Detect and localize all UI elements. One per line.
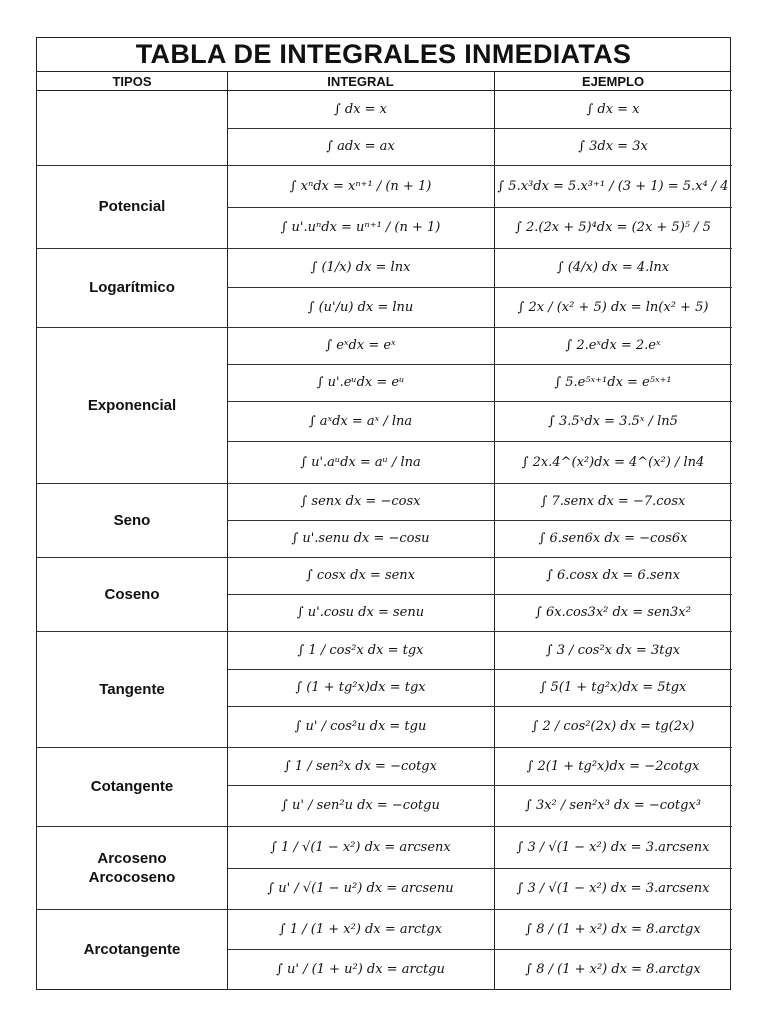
example-formula: ∫ 5.e⁵ˣ⁺¹dx = e⁵ˣ⁺¹ <box>554 375 672 390</box>
header-integral: INTEGRAL <box>227 72 494 91</box>
example-formula: ∫ 2 / cos²(2x) dx = tg(2x) <box>531 719 695 734</box>
type-label: Arcoseno Arcocoseno <box>88 849 176 886</box>
integral-formula: ∫ u' / (1 + u²) dx = arctgu <box>276 961 445 977</box>
integral-formula: ∫ dx = x <box>333 102 388 117</box>
example-formula: ∫ 5.x³dx = 5.x³⁺¹ / (3 + 1) = 5.x⁴ / 4 <box>497 178 729 194</box>
integral-formula: ∫ eˣdx = eˣ <box>325 338 396 353</box>
type-label: Logarítmico <box>89 279 175 296</box>
example-formula: ∫ 2(1 + tg²x)dx = −2cotgx <box>526 758 700 774</box>
example-formula: ∫ 7.senx dx = −7.cosx <box>540 494 686 509</box>
example-formula: ∫ (4/x) dx = 4.lnx <box>556 260 670 275</box>
integral-table <box>36 37 731 990</box>
type-label: Exponencial <box>87 396 177 414</box>
integral-formula: ∫ senx dx = −cosx <box>300 494 421 509</box>
example-formula: ∫ 3 / √(1 − x²) dx = 3.arcsenx <box>516 881 710 896</box>
integral-formula: ∫ 1 / cos²x dx = tgx <box>297 642 424 658</box>
header-tipos: TIPOS <box>37 72 227 91</box>
example-formula: ∫ 6x.cos3x² dx = sen3x² <box>535 605 691 620</box>
type-label: Cotangente <box>90 778 174 795</box>
integral-formula: ∫ u' / √(1 − u²) dx = arcsenu <box>267 881 454 896</box>
type-label: Tangente <box>99 680 165 698</box>
example-formula: ∫ 5(1 + tg²x)dx = 5tgx <box>539 680 687 695</box>
integral-formula: ∫ u' / cos²u dx = tgu <box>294 719 427 734</box>
integral-formula: ∫ (1 + tg²x)dx = tgx <box>295 680 426 695</box>
example-formula: ∫ 2.eˣdx = 2.eˣ <box>565 338 661 353</box>
example-formula: ∫ 8 / (1 + x²) dx = 8.arctgx <box>525 921 701 937</box>
type-label: Seno <box>113 511 151 529</box>
example-formula: ∫ 8 / (1 + x²) dx = 8.arctgx <box>525 961 701 977</box>
integral-formula: ∫ adx = ax <box>326 139 395 154</box>
example-formula: ∫ 3.5ˣdx = 3.5ˣ / ln5 <box>548 413 678 429</box>
integral-formula: ∫ u' / sen²u dx = −cotgu <box>281 798 440 813</box>
integral-formula: ∫ (u'/u) dx = lnu <box>307 299 414 315</box>
example-formula: ∫ 2x / (x² + 5) dx = ln(x² + 5) <box>517 299 709 315</box>
example-formula: ∫ 2.(2x + 5)⁴dx = (2x + 5)⁵ / 5 <box>515 220 711 235</box>
example-formula: ∫ 3 / cos²x dx = 3tgx <box>545 642 681 658</box>
example-formula: ∫ 2x.4^(x²)dx = 4^(x²) / ln4 <box>521 454 705 470</box>
example-formula: ∫ 6.sen6x dx = −cos6x <box>538 531 688 546</box>
page-title: TABLA DE INTEGRALES INMEDIATAS <box>37 38 730 72</box>
type-label <box>37 91 227 165</box>
integral-formula: ∫ aˣdx = aˣ / lna <box>308 413 413 429</box>
example-formula: ∫ 3dx = 3x <box>578 139 648 154</box>
example-formula: ∫ 3 / √(1 − x²) dx = 3.arcsenx <box>516 839 710 855</box>
header-ejemplo: EJEMPLO <box>494 72 732 91</box>
integral-formula: ∫ u'.cosu dx = senu <box>296 605 425 620</box>
integral-formula: ∫ (1/x) dx = lnx <box>310 260 411 275</box>
integral-formula: ∫ xⁿdx = xⁿ⁺¹ / (n + 1) <box>289 178 432 194</box>
type-label: Coseno <box>104 585 160 603</box>
integral-formula: ∫ u'.eᵘdx = eᵘ <box>316 375 405 390</box>
integral-formula: ∫ u'.aᵘdx = aᵘ / lna <box>300 454 421 470</box>
type-label: Potencial <box>98 198 166 215</box>
integral-formula: ∫ 1 / (1 + x²) dx = arctgx <box>278 921 442 937</box>
integral-formula: ∫ u'.uⁿdx = uⁿ⁺¹ / (n + 1) <box>280 220 441 235</box>
example-formula: ∫ 6.cosx dx = 6.senx <box>546 568 680 583</box>
integral-formula: ∫ 1 / √(1 − x²) dx = arcsenx <box>270 839 451 855</box>
example-formula: ∫ 3x² / sen²x³ dx = −cotgx³ <box>525 798 701 813</box>
integral-formula: ∫ u'.senu dx = −cosu <box>291 531 430 546</box>
integral-formula: ∫ 1 / sen²x dx = −cotgx <box>284 758 437 774</box>
type-label: Arcotangente <box>83 940 181 958</box>
example-formula: ∫ dx = x <box>586 102 640 117</box>
integral-formula: ∫ cosx dx = senx <box>305 568 416 583</box>
